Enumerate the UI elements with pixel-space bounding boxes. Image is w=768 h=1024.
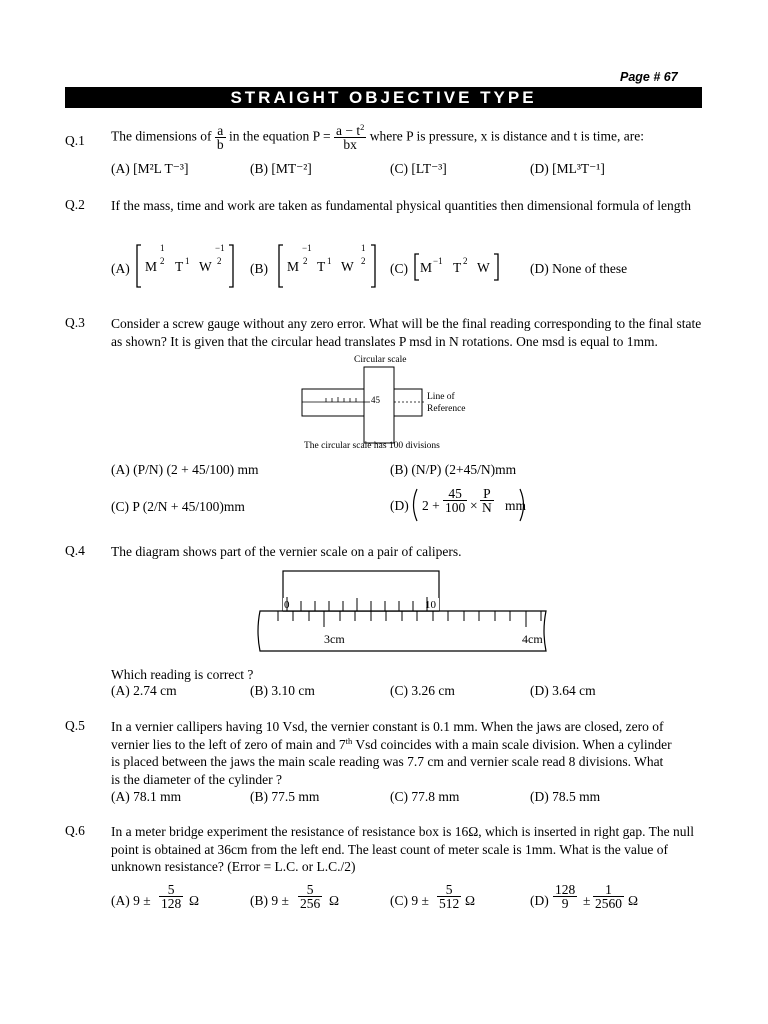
- frac-num: 5: [159, 883, 183, 897]
- eq-num: a − t: [335, 123, 361, 138]
- term-t: T: [175, 259, 184, 274]
- reference-label: Reference: [427, 404, 466, 414]
- term-w: W: [341, 259, 354, 274]
- fraction-p-n: [480, 487, 494, 514]
- q5-line-3: is placed between the jaws the main scale reading was 7.7 cm and vernier scale read 8 divisions. What: [111, 754, 664, 769]
- frac-den: 2560: [595, 896, 622, 911]
- times-sign: ×: [470, 498, 478, 513]
- option-a: (A) (P/N) (2 + 45/100) mm: [111, 462, 259, 477]
- question-number: Q.2: [65, 197, 85, 212]
- frac-den: 100: [445, 500, 466, 515]
- option-b: (B) [MT⁻²]: [250, 161, 312, 176]
- option-a-pre: (A) 9 ±: [111, 893, 151, 908]
- main-3cm-label: 3cm: [324, 632, 345, 646]
- exp: −1: [433, 256, 443, 266]
- q1-fraction: [215, 124, 226, 151]
- option-a-label: (A): [111, 261, 130, 276]
- q5-line-2-pre: vernier lies to the left of zero of main and 7: [111, 736, 346, 752]
- vernier-ten-label: 10: [425, 599, 436, 611]
- exp-num: 1: [361, 243, 366, 253]
- option-d: (D) [ML³T⁻¹]: [530, 161, 605, 176]
- term-m: M: [420, 260, 433, 275]
- option-a: (A) 2.74 cm: [111, 683, 177, 698]
- option-d-pre: (D): [530, 893, 549, 908]
- line-of-label: Line of: [427, 392, 455, 402]
- ohm-symbol: Ω: [329, 893, 340, 908]
- exp: 2: [463, 256, 468, 266]
- exp-den: 2: [217, 256, 222, 266]
- option-a-expression: [135, 243, 235, 289]
- ordinal-suffix: th: [345, 735, 353, 746]
- eq-exp: 2: [360, 122, 365, 132]
- exp-den: 2: [303, 256, 308, 266]
- screw-gauge-figure: [296, 353, 486, 457]
- frac-num: 1: [593, 883, 624, 897]
- q5-line-4: is the diameter of the cylinder ?: [111, 771, 282, 787]
- unit-mm: mm: [505, 498, 527, 513]
- question-number: Q.1: [65, 133, 85, 148]
- vernier-drawing: [252, 568, 552, 660]
- frac-den: 9: [561, 896, 569, 911]
- frac-den: 512: [439, 896, 460, 911]
- frac-den: 256: [300, 896, 321, 911]
- option-b: (B) 3.10 cm: [250, 683, 315, 698]
- figure-caption: The circular scale has 100 divisions: [304, 441, 440, 451]
- option-b: (B) 77.5 mm: [250, 789, 320, 804]
- question-number: Q.3: [65, 315, 85, 330]
- question-number: Q.4: [65, 543, 85, 558]
- question-number: Q.6: [65, 823, 85, 838]
- option-c-label: (C): [390, 261, 408, 276]
- frac-num: a: [215, 124, 226, 138]
- option-c: (C) P (2/N + 45/100)mm: [111, 499, 245, 514]
- frac-num: 5: [437, 883, 461, 897]
- option-b: (B) (N/P) (2+45/N)mm: [390, 462, 517, 477]
- exp: 1: [327, 256, 332, 266]
- exp-num: −1: [302, 243, 312, 253]
- option-d: (D) 3.64 cm: [530, 683, 596, 698]
- frac-den: 128: [161, 896, 182, 911]
- fraction: [298, 883, 322, 910]
- exp-den: 2: [160, 256, 165, 266]
- q1-pre: The dimensions of: [111, 128, 212, 144]
- option-d: (D) 78.5 mm: [530, 789, 601, 804]
- term-t: T: [317, 259, 326, 274]
- q1-text: [111, 124, 703, 151]
- vernier-zero-label: 0: [284, 599, 290, 611]
- expr-pre: 2 +: [422, 498, 440, 513]
- fraction-128-9: [553, 883, 577, 910]
- q1-mid: in the equation P =: [229, 128, 331, 144]
- option-d-label: (D): [390, 498, 409, 513]
- section-title: STRAIGHT OBJECTIVE TYPE: [65, 87, 702, 108]
- fraction: [437, 883, 461, 910]
- exp: 1: [185, 256, 190, 266]
- circular-scale-label: Circular scale: [354, 355, 407, 365]
- option-c: (C) [LT⁻³]: [390, 161, 447, 176]
- q6-text: In a meter bridge experiment the resistance of resistance box is 16Ω, which is inserted in right gap. The null point is obtained at 36cm from the left end. The least count of meter scale is 1mm. What is the value of unknown resistance? (Error = L.C. or L.C./2): [111, 824, 694, 874]
- option-b-expression: [277, 243, 377, 289]
- frac-num: P: [480, 487, 494, 501]
- term-m: M: [145, 259, 158, 274]
- fraction: [159, 883, 183, 910]
- q4-question: Which reading is correct ?: [111, 667, 254, 682]
- exp-num: −1: [215, 243, 225, 253]
- fraction-45-100: [443, 487, 467, 514]
- eq-den: bx: [343, 137, 357, 152]
- option-b-label: (B): [250, 261, 268, 276]
- plus-minus: ±: [583, 893, 591, 908]
- q2-text: If the mass, time and work are taken as fundamental physical quantities then dimensional formula of length: [111, 198, 691, 213]
- main-4cm-label: 4cm: [522, 632, 543, 646]
- option-a: (A) [M²L T⁻³]: [111, 161, 189, 176]
- frac-den: b: [216, 137, 224, 152]
- q1-equation-fraction: [334, 124, 366, 151]
- option-b-pre: (B) 9 ±: [250, 893, 289, 908]
- q5-line-2-post: Vsd coincides with a main scale division. When a cylinder: [352, 736, 672, 752]
- ohm-symbol: Ω: [465, 893, 476, 908]
- question-number: Q.5: [65, 718, 85, 733]
- ohm-symbol: Ω: [628, 893, 639, 908]
- frac-num: 5: [298, 883, 322, 897]
- option-c: (C) 3.26 cm: [390, 683, 455, 698]
- option-a: (A) 78.1 mm: [111, 789, 182, 804]
- term-m: M: [287, 259, 300, 274]
- option-c-expression: [413, 252, 503, 282]
- ohm-symbol: Ω: [189, 893, 200, 908]
- term-w: W: [477, 260, 490, 275]
- frac-num: 45: [443, 487, 467, 501]
- term-w: W: [199, 259, 212, 274]
- fraction-1-2560: [593, 883, 624, 910]
- exp-num: 1: [160, 243, 165, 253]
- vernier-figure: [252, 568, 552, 660]
- scale-mark-45: 45: [371, 395, 380, 405]
- frac-num: 128: [555, 882, 576, 897]
- exp-den: 2: [361, 256, 366, 266]
- option-d: (D) None of these: [530, 261, 628, 276]
- page-number: Page # 67: [620, 70, 678, 84]
- q5-text: [111, 718, 703, 788]
- option-c-pre: (C) 9 ±: [390, 893, 429, 908]
- q5-line-1: In a vernier callipers having 10 Vsd, the vernier constant is 0.1 mm. When the jaws are closed, zero of: [111, 719, 664, 734]
- q1-post: where P is pressure, x is distance and t is time, are:: [369, 128, 645, 144]
- option-c: (C) 77.8 mm: [390, 789, 460, 804]
- frac-den: N: [482, 500, 492, 515]
- q3-text: Consider a screw gauge without any zero error. What will be the final reading corresponding to the final state as shown? It is given that the circular head translates P msd in N rotations. One msd is equal to 1mm.: [111, 316, 702, 349]
- q5-line-2: [111, 736, 703, 754]
- term-t: T: [453, 260, 462, 275]
- q4-text: The diagram shows part of the vernier scale on a pair of calipers.: [111, 544, 462, 559]
